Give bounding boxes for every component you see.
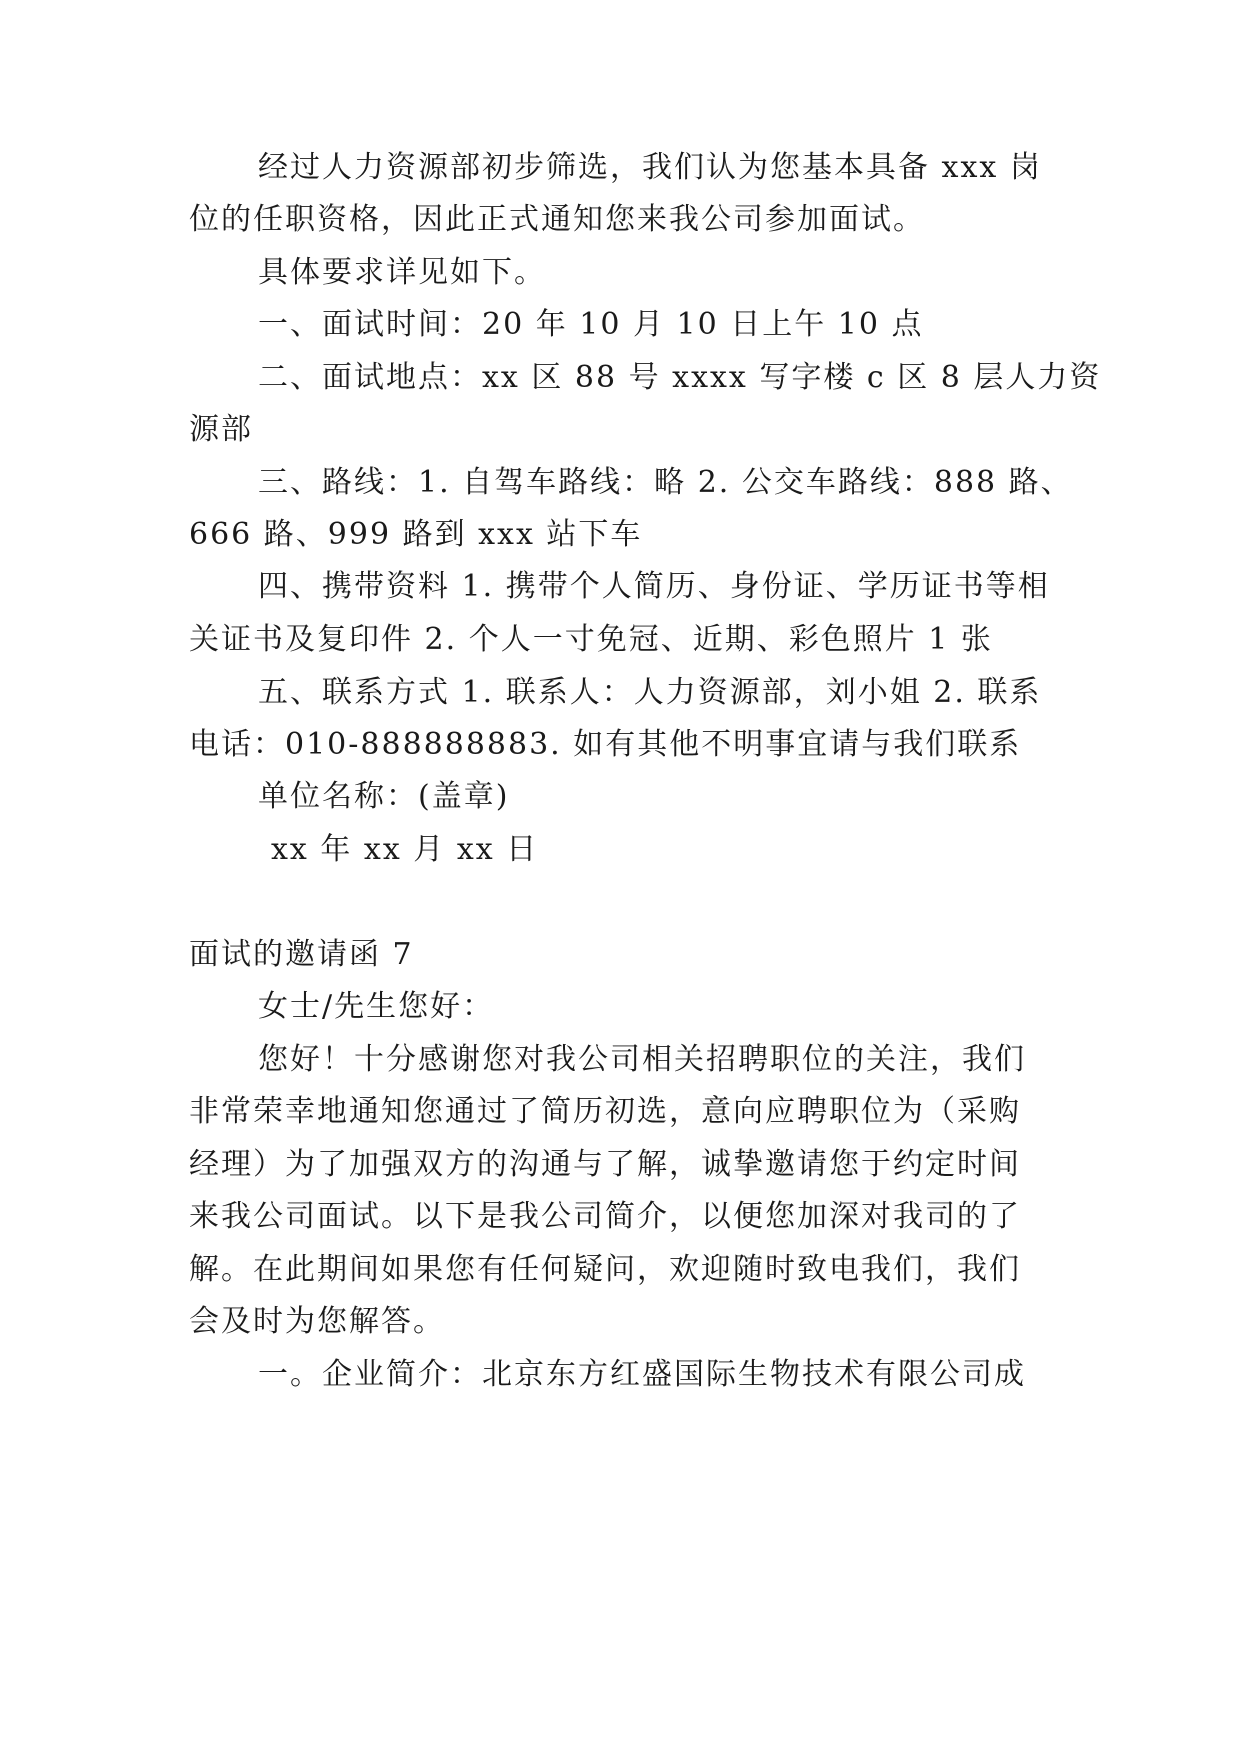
signature-date-line: xx 年 xx 月 xx 日: [271, 832, 539, 867]
paragraph-line: 源部: [189, 412, 253, 447]
paragraph-line: 一。企业简介：北京东方红盛国际生物技术有限公司成: [258, 1357, 1026, 1392]
paragraph-line: 具体要求详见如下。: [258, 255, 546, 290]
paragraph-line: 五、联系方式 1. 联系人：人力资源部，刘小姐 2. 联系: [258, 675, 1042, 710]
paragraph-line: 来我公司面试。以下是我公司简介，以便您加深对我司的了: [189, 1199, 1021, 1234]
paragraph-line: 经过人力资源部初步筛选，我们认为您基本具备 xxx 岗: [258, 150, 1042, 185]
paragraph-line: 关证书及复印件 2. 个人一寸免冠、近期、彩色照片 1 张: [189, 622, 993, 657]
section-heading: 面试的邀请函 7: [189, 937, 414, 972]
paragraph-line: 您好！十分感谢您对我公司相关招聘职位的关注，我们: [258, 1042, 1026, 1077]
paragraph-line: 四、携带资料 1. 携带个人简历、身份证、学历证书等相: [258, 569, 1050, 604]
paragraph-line: 非常荣幸地通知您通过了简历初选，意向应聘职位为（采购: [189, 1094, 1021, 1129]
paragraph-line: 电话：010-888888883. 如有其他不明事宜请与我们联系: [189, 727, 1022, 762]
paragraph-line: 位的任职资格，因此正式通知您来我公司参加面试。: [189, 202, 925, 237]
paragraph-line: 二、面试地点：xx 区 88 号 xxxx 写字楼 c 区 8 层人力资: [258, 360, 1102, 395]
paragraph-line: 666 路、999 路到 xxx 站下车: [189, 517, 643, 552]
signature-unit-line: 单位名称：(盖章): [258, 779, 510, 814]
paragraph-line: 一、面试时间：20 年 10 月 10 日上午 10 点: [258, 307, 924, 342]
greeting-line: 女士/先生您好：: [258, 989, 495, 1024]
paragraph-line: 三、路线：1. 自驾车路线：略 2. 公交车路线：888 路、: [258, 465, 1073, 500]
paragraph-line: 解。在此期间如果您有任何疑问，欢迎随时致电我们，我们: [189, 1252, 1021, 1287]
paragraph-line: 经理）为了加强双方的沟通与了解，诚挚邀请您于约定时间: [189, 1147, 1021, 1182]
paragraph-line: 会及时为您解答。: [189, 1304, 445, 1339]
